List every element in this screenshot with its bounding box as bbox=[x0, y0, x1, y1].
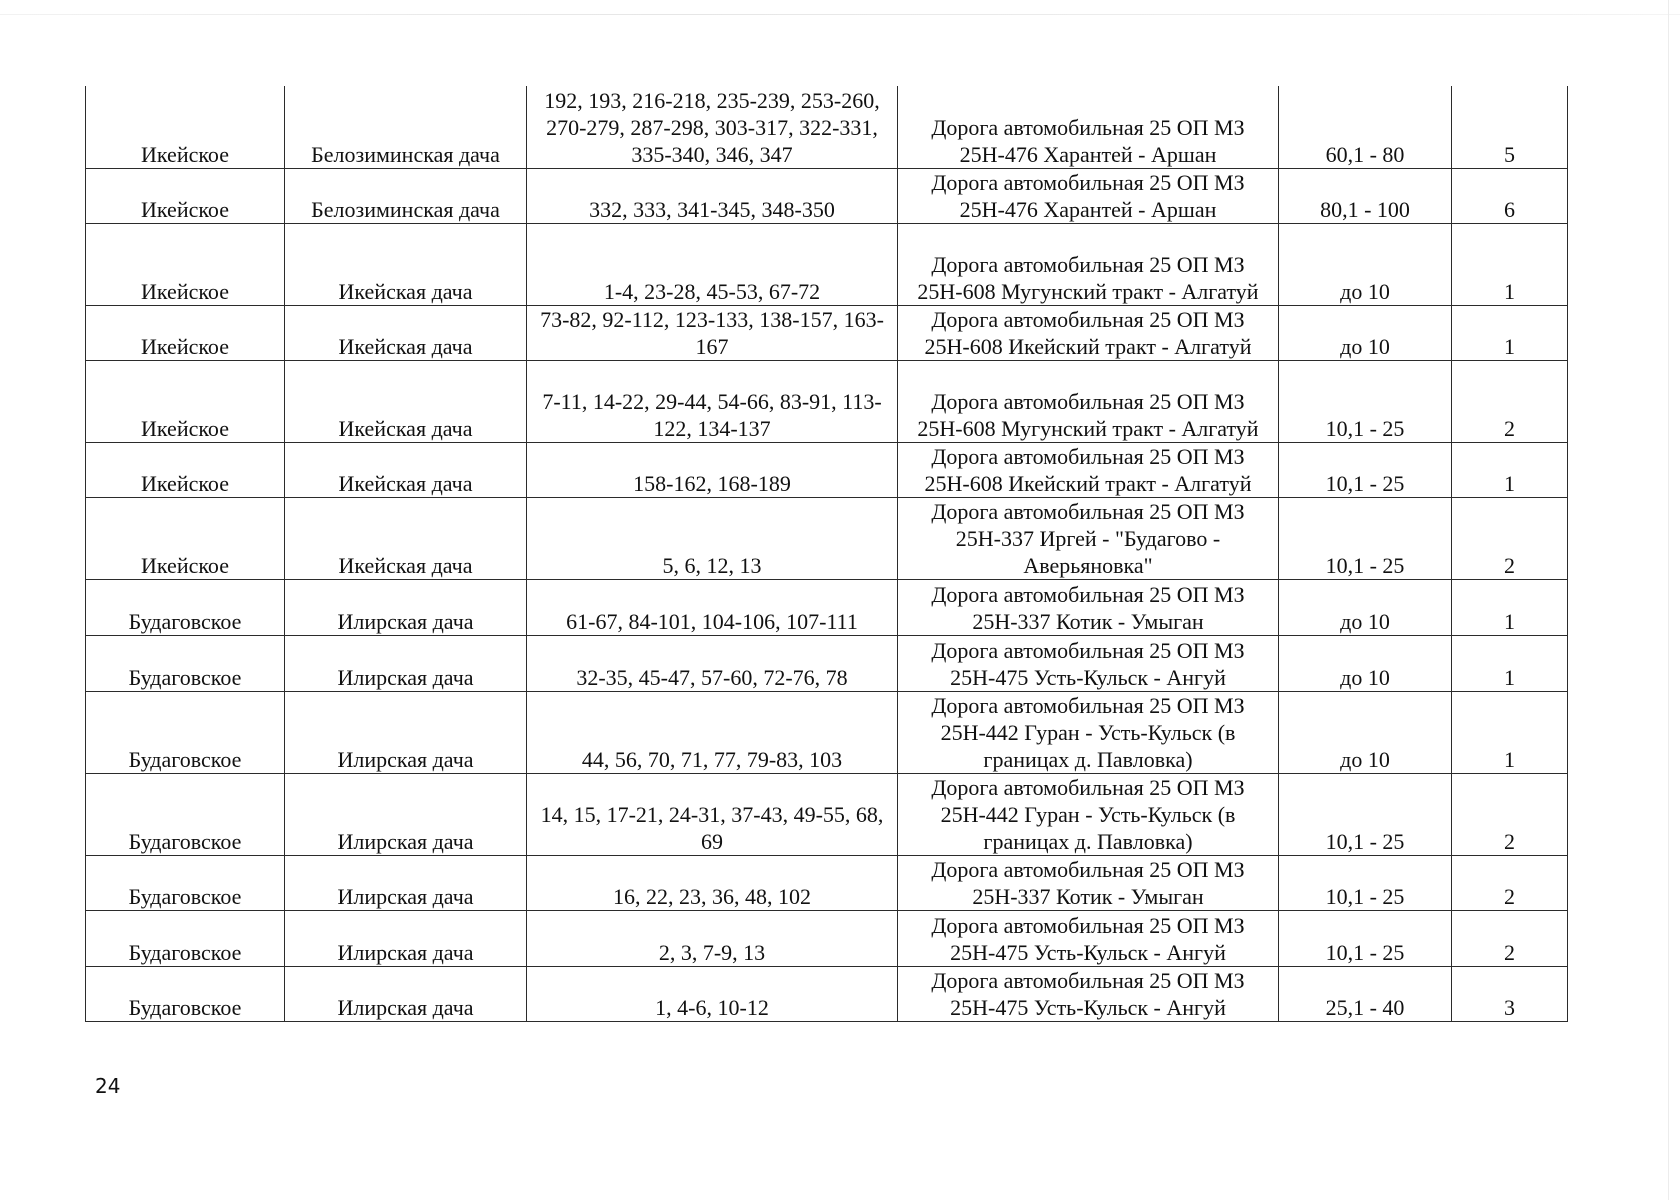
cell-dacha: Икейская дача bbox=[285, 497, 527, 579]
table-row bbox=[86, 86, 1568, 168]
cell-distance-range: 10,1 - 25 bbox=[1279, 442, 1452, 497]
cell-distance-range: 10,1 - 25 bbox=[1279, 773, 1452, 855]
cell-dacha: Икейская дача bbox=[285, 442, 527, 497]
cell-road: Дорога автомобильная 25 ОП МЗ 25Н-476 Харантей - Аршан bbox=[898, 86, 1279, 168]
cell-class: 2 bbox=[1452, 855, 1568, 910]
cell-class: 1 bbox=[1452, 305, 1568, 360]
scan-edge-top bbox=[0, 14, 1680, 15]
cell-class: 1 bbox=[1452, 691, 1568, 773]
cell-class: 2 bbox=[1452, 773, 1568, 855]
page-number: 24 bbox=[95, 1074, 121, 1098]
cell-class: 1 bbox=[1452, 223, 1568, 305]
cell-settlement: Будаговское bbox=[86, 855, 285, 910]
scan-edge-right bbox=[1668, 0, 1669, 1200]
cell-settlement: Икейское bbox=[86, 360, 285, 442]
cell-quarters: 2, 3, 7-9, 13 bbox=[527, 910, 898, 966]
cell-dacha: Илирская дача bbox=[285, 855, 527, 910]
cell-quarters: 192, 193, 216-218, 235-239, 253-260, 270-279, 287-298, 303-317, 322-331, 335-340, 346, 347 bbox=[527, 86, 898, 168]
table-row bbox=[86, 691, 1568, 773]
cell-distance-range: 10,1 - 25 bbox=[1279, 855, 1452, 910]
cell-road: Дорога автомобильная 25 ОП МЗ 25Н-337 Котик - Умыган bbox=[898, 579, 1279, 635]
cell-dacha: Илирская дача bbox=[285, 773, 527, 855]
table-row bbox=[86, 442, 1568, 497]
cell-road: Дорога автомобильная 25 ОП МЗ 25Н-608 Мугунский тракт - Алгатуй bbox=[898, 223, 1279, 305]
cell-class: 1 bbox=[1452, 579, 1568, 635]
table-row bbox=[86, 910, 1568, 966]
cell-dacha: Белозиминская дача bbox=[285, 86, 527, 168]
cell-dacha: Икейская дача bbox=[285, 223, 527, 305]
cell-dacha: Икейская дача bbox=[285, 360, 527, 442]
cell-road: Дорога автомобильная 25 ОП МЗ 25Н-442 Гуран - Усть-Кульск (в границах д. Павловка) bbox=[898, 773, 1279, 855]
cell-dacha: Икейская дача bbox=[285, 305, 527, 360]
table-row bbox=[86, 966, 1568, 1021]
cell-dacha: Илирская дача bbox=[285, 966, 527, 1021]
cell-quarters: 61-67, 84-101, 104-106, 107-111 bbox=[527, 579, 898, 635]
cell-distance-range: 10,1 - 25 bbox=[1279, 360, 1452, 442]
cell-class: 1 bbox=[1452, 635, 1568, 691]
cell-quarters: 1-4, 23-28, 45-53, 67-72 bbox=[527, 223, 898, 305]
cell-class: 6 bbox=[1452, 168, 1568, 223]
cell-quarters: 1, 4-6, 10-12 bbox=[527, 966, 898, 1021]
cell-road: Дорога автомобильная 25 ОП МЗ 25Н-475 Усть-Кульск - Ангуй bbox=[898, 910, 1279, 966]
cell-dacha: Илирская дача bbox=[285, 635, 527, 691]
cell-road: Дорога автомобильная 25 ОП МЗ 25Н-608 Икейский тракт - Алгатуй bbox=[898, 305, 1279, 360]
table-row bbox=[86, 223, 1568, 305]
cell-settlement: Будаговское bbox=[86, 910, 285, 966]
cell-dacha: Илирская дача bbox=[285, 910, 527, 966]
cell-distance-range: до 10 bbox=[1279, 305, 1452, 360]
cell-settlement: Будаговское bbox=[86, 635, 285, 691]
cell-dacha: Белозиминская дача bbox=[285, 168, 527, 223]
cell-road: Дорога автомобильная 25 ОП МЗ 25Н-442 Гуран - Усть-Кульск (в границах д. Павловка) bbox=[898, 691, 1279, 773]
cell-quarters: 16, 22, 23, 36, 48, 102 bbox=[527, 855, 898, 910]
table-row bbox=[86, 168, 1568, 223]
table-row bbox=[86, 635, 1568, 691]
cell-distance-range: 10,1 - 25 bbox=[1279, 910, 1452, 966]
cell-distance-range: до 10 bbox=[1279, 635, 1452, 691]
cell-class: 5 bbox=[1452, 86, 1568, 168]
cell-road: Дорога автомобильная 25 ОП МЗ 25Н-608 Мугунский тракт - Алгатуй bbox=[898, 360, 1279, 442]
cell-class: 2 bbox=[1452, 360, 1568, 442]
cell-distance-range: 10,1 - 25 bbox=[1279, 497, 1452, 579]
cell-quarters: 332, 333, 341-345, 348-350 bbox=[527, 168, 898, 223]
cell-class: 1 bbox=[1452, 442, 1568, 497]
cell-quarters: 32-35, 45-47, 57-60, 72-76, 78 bbox=[527, 635, 898, 691]
cell-settlement: Икейское bbox=[86, 442, 285, 497]
cell-settlement: Икейское bbox=[86, 497, 285, 579]
cell-distance-range: до 10 bbox=[1279, 691, 1452, 773]
cell-quarters: 7-11, 14-22, 29-44, 54-66, 83-91, 113-122, 134-137 bbox=[527, 360, 898, 442]
cell-class: 2 bbox=[1452, 910, 1568, 966]
cell-quarters: 158-162, 168-189 bbox=[527, 442, 898, 497]
cell-settlement: Икейское bbox=[86, 305, 285, 360]
table-row bbox=[86, 579, 1568, 635]
cell-quarters: 5, 6, 12, 13 bbox=[527, 497, 898, 579]
cell-settlement: Икейское bbox=[86, 86, 285, 168]
table-row bbox=[86, 855, 1568, 910]
cell-settlement: Будаговское bbox=[86, 579, 285, 635]
table-body bbox=[86, 86, 1568, 1021]
cell-settlement: Будаговское bbox=[86, 691, 285, 773]
cell-class: 3 bbox=[1452, 966, 1568, 1021]
cell-distance-range: 60,1 - 80 bbox=[1279, 86, 1452, 168]
cell-dacha: Илирская дача bbox=[285, 691, 527, 773]
cell-road: Дорога автомобильная 25 ОП МЗ 25Н-608 Икейский тракт - Алгатуй bbox=[898, 442, 1279, 497]
cell-settlement: Будаговское bbox=[86, 773, 285, 855]
cell-dacha: Илирская дача bbox=[285, 579, 527, 635]
cell-settlement: Икейское bbox=[86, 168, 285, 223]
cell-quarters: 44, 56, 70, 71, 77, 79-83, 103 bbox=[527, 691, 898, 773]
cell-distance-range: до 10 bbox=[1279, 579, 1452, 635]
cell-road: Дорога автомобильная 25 ОП МЗ 25Н-337 Котик - Умыган bbox=[898, 855, 1279, 910]
cell-road: Дорога автомобильная 25 ОП МЗ 25Н-476 Харантей - Аршан bbox=[898, 168, 1279, 223]
table-row bbox=[86, 773, 1568, 855]
cell-distance-range: 80,1 - 100 bbox=[1279, 168, 1452, 223]
cell-settlement: Будаговское bbox=[86, 966, 285, 1021]
table-row bbox=[86, 305, 1568, 360]
cell-road: Дорога автомобильная 25 ОП МЗ 25Н-337 Иргей - "Будагово - Аверьяновка" bbox=[898, 497, 1279, 579]
table-row bbox=[86, 360, 1568, 442]
cell-quarters: 73-82, 92-112, 123-133, 138-157, 163-167 bbox=[527, 305, 898, 360]
forest-quarters-table bbox=[85, 86, 1568, 1022]
cell-road: Дорога автомобильная 25 ОП МЗ 25Н-475 Усть-Кульск - Ангуй bbox=[898, 966, 1279, 1021]
cell-distance-range: 25,1 - 40 bbox=[1279, 966, 1452, 1021]
cell-class: 2 bbox=[1452, 497, 1568, 579]
cell-settlement: Икейское bbox=[86, 223, 285, 305]
cell-distance-range: до 10 bbox=[1279, 223, 1452, 305]
cell-quarters: 14, 15, 17-21, 24-31, 37-43, 49-55, 68, 69 bbox=[527, 773, 898, 855]
table-row bbox=[86, 497, 1568, 579]
cell-road: Дорога автомобильная 25 ОП МЗ 25Н-475 Усть-Кульск - Ангуй bbox=[898, 635, 1279, 691]
